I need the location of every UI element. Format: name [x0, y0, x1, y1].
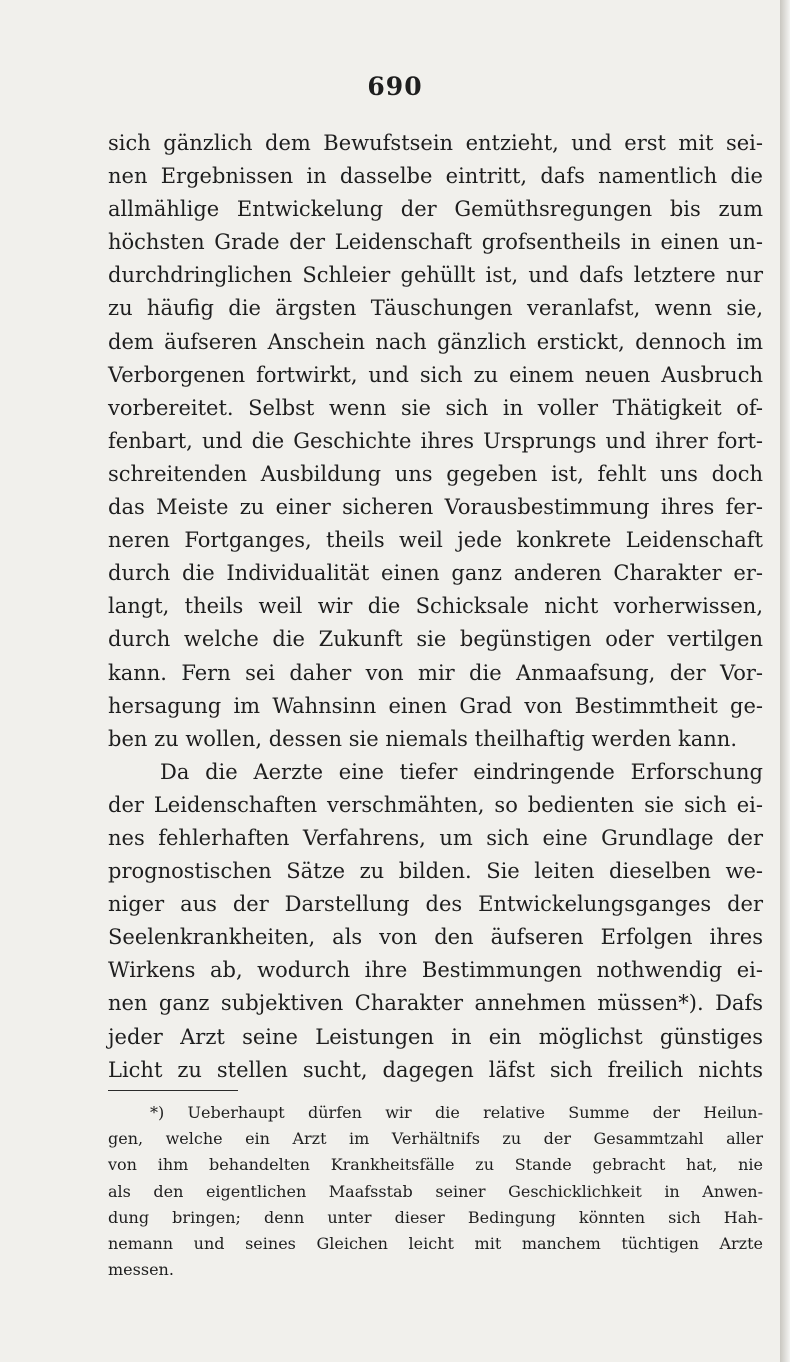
- text-line: der Leidenschaften verschmähten, so bedienten sie sich ei-: [108, 792, 763, 817]
- page-number: 690: [367, 72, 423, 101]
- text-line: jeder Arzt seine Leistungen in ein möglichst günstiges: [108, 1024, 763, 1049]
- body-text: [108, 127, 763, 1087]
- page-edge: [780, 0, 790, 1362]
- text-line: nen ganz subjektiven Charakter annehmen müssen*). Dafs: [108, 991, 763, 1016]
- text-line: sich gänzlich dem Bewufstsein entzieht, und erst mit sei-: [108, 131, 763, 155]
- text-line: kann. Fern sei daher von mir die Anmaafsung, der Vor-: [108, 660, 763, 685]
- text-line: hersagung im Wahnsinn einen Grad von Bestimmtheit ge-: [108, 693, 763, 718]
- text-line: ben zu wollen, dessen sie niemals theilhaftig werden kann.: [108, 726, 738, 751]
- footnote-line: *) Ueberhaupt dürfen wir die relative Summe der Heilun-: [150, 1103, 763, 1122]
- text-line: allmählige Entwickelung der Gemüthsregungen bis zum: [108, 197, 763, 222]
- footnote-line: nemann und seines Gleichen leicht mit manchem tüchtigen Arzte: [108, 1233, 763, 1253]
- text-line: durch die Individualität einen ganz anderen Charakter er-: [108, 561, 763, 586]
- footnote: [108, 1100, 763, 1283]
- footnote-line: gen, welche ein Arzt im Verhältnifs zu der Gesammtzahl aller: [108, 1129, 763, 1149]
- text-line: niger aus der Darstellung des Entwickelungsganges der: [108, 892, 763, 917]
- footnote-line: als den eigentlichen Maafsstab seiner Geschicklichkeit in Anwen-: [108, 1181, 763, 1201]
- text-line: nes fehlerhaften Verfahrens, um sich eine Grundlage der: [108, 825, 763, 850]
- text-line: schreitenden Ausbildung uns gegeben ist, fehlt uns doch: [108, 461, 763, 486]
- text-line: durch welche die Zukunft sie begünstigen oder vertilgen: [108, 627, 763, 652]
- text-line: höchsten Grade der Leidenschaft grofsentheils in einen un-: [108, 230, 763, 255]
- text-line: dem äufseren Anschein nach gänzlich erstickt, dennoch im: [108, 329, 763, 354]
- footnote-line: von ihm behandelten Krankheitsfälle zu Stande gebracht hat, nie: [108, 1155, 763, 1175]
- text-line: Seelenkrankheiten, als von den äufseren Erfolgen ihres: [108, 925, 763, 950]
- text-line: durchdringlichen Schleier gehüllt ist, und dafs letztere nur: [108, 263, 763, 288]
- text-line: zu häufig die ärgsten Täuschungen veranlafst, wenn sie,: [108, 296, 763, 321]
- text-line: prognostischen Sätze zu bilden. Sie leiten dieselben we-: [108, 859, 763, 884]
- footnote-line: dung bringen; denn unter dieser Bedingung könnten sich Hah-: [108, 1207, 763, 1227]
- text-line: Licht zu stellen sucht, dagegen läfst sich freilich nichts: [108, 1057, 763, 1082]
- text-line: langt, theils weil wir die Schicksale nicht vorherwissen,: [108, 594, 763, 619]
- text-line: Verborgenen fortwirkt, und sich zu einem neuen Ausbruch: [108, 362, 763, 387]
- text-line: das Meiste zu einer sicheren Vorausbestimmung ihres fer-: [108, 495, 763, 520]
- text-line: Wirkens ab, wodurch ihre Bestimmungen nothwendig ei-: [108, 958, 763, 983]
- footnote-line: messen.: [108, 1260, 174, 1280]
- text-line: fenbart, und die Geschichte ihres Ursprungs und ihrer fort-: [108, 428, 763, 453]
- text-line: neren Fortganges, theils weil jede konkrete Leidenschaft: [108, 528, 763, 553]
- text-line: Da die Aerzte eine tiefer eindringende Erforschung: [160, 759, 763, 784]
- text-line: nen Ergebnissen in dasselbe eintritt, dafs namentlich die: [108, 164, 763, 189]
- footnote-divider: [108, 1090, 238, 1091]
- text-line: vorbereitet. Selbst wenn sie sich in voller Thätigkeit of-: [108, 395, 763, 420]
